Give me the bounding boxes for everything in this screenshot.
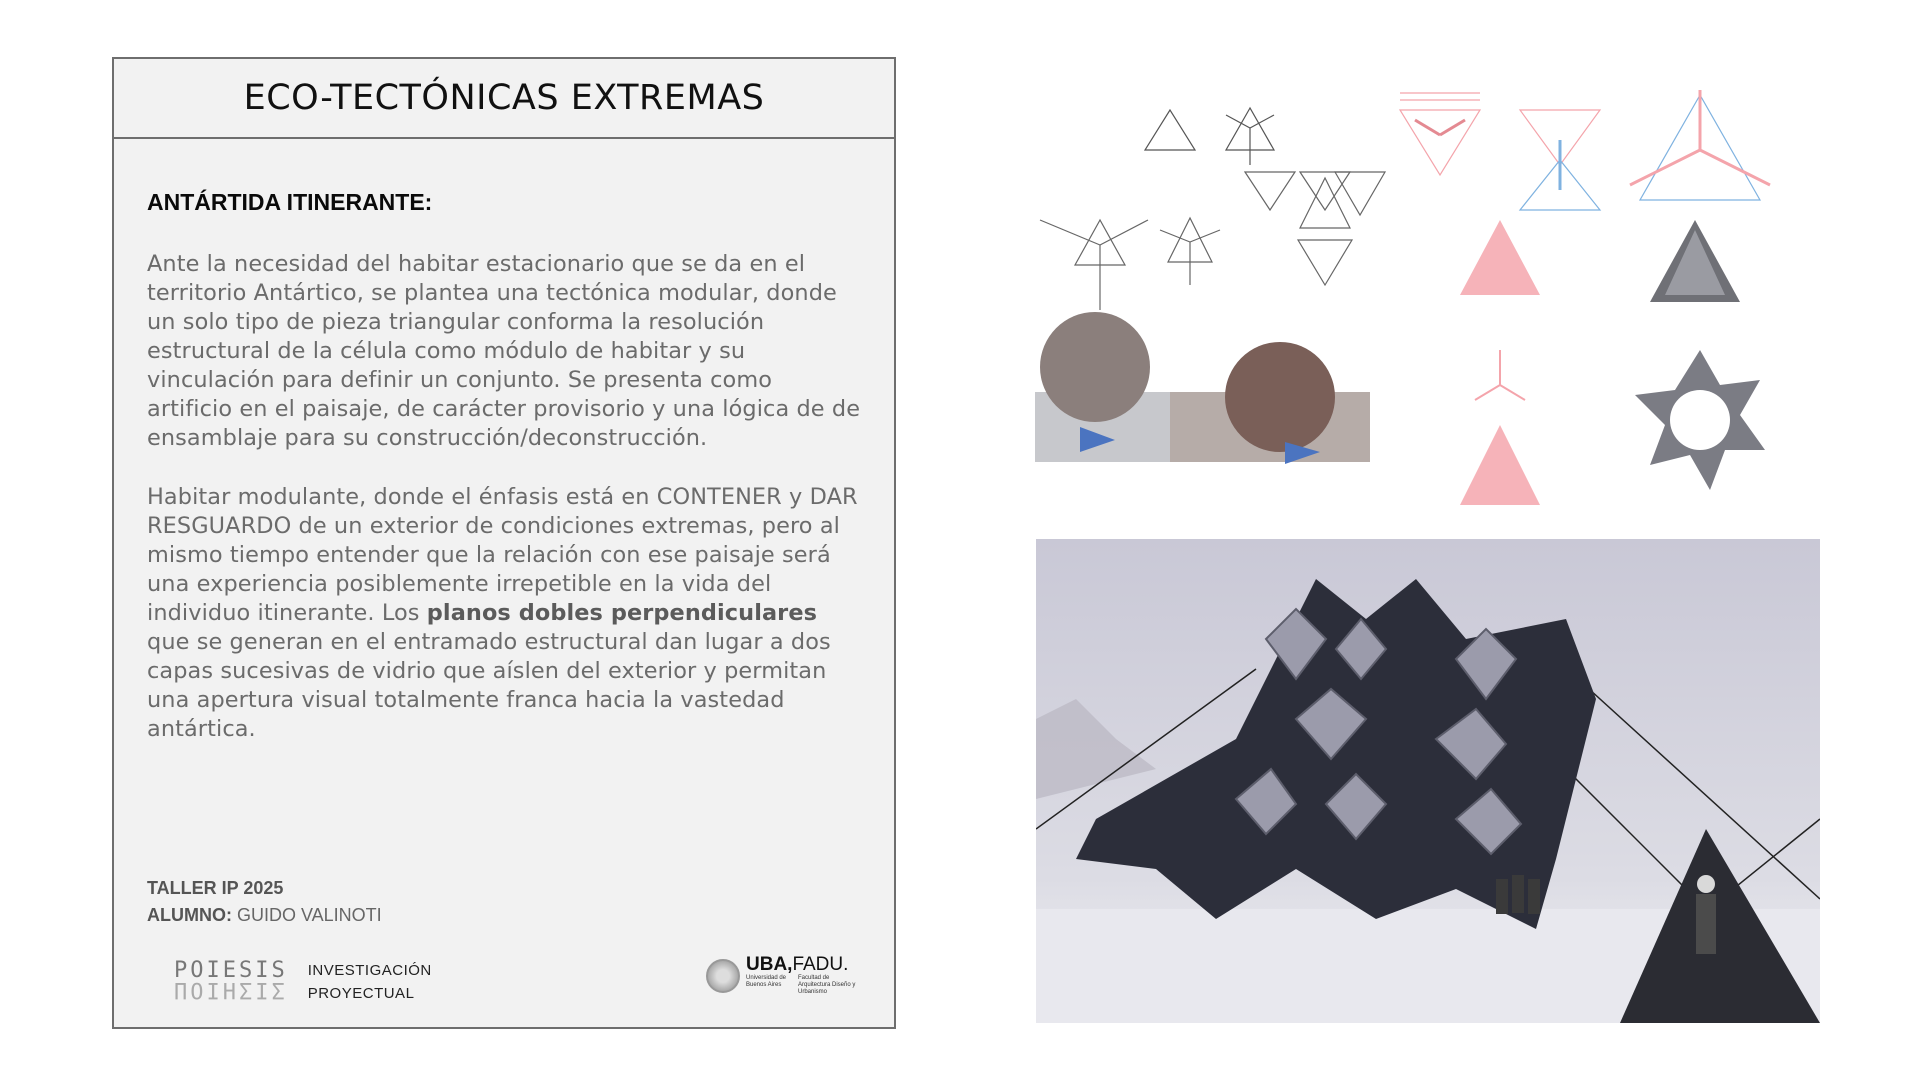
- project-card: [112, 57, 896, 1029]
- antarctic-render-image: [1036, 539, 1820, 1023]
- project-meta: [147, 875, 382, 929]
- paragraph-2-bold: planos dobles perpendiculares: [426, 600, 818, 626]
- pink-triangle-piece-icon: [1460, 220, 1540, 505]
- workshop-label: TALLER IP 2025: [147, 878, 284, 898]
- uba-fadu-logo: [706, 955, 862, 996]
- star-ring-module-icon: [1635, 350, 1765, 490]
- student-line: [147, 902, 382, 929]
- triangle-assembly-icon: [1040, 172, 1385, 310]
- poiesis-caption: INVESTIGACIÓN PROYECTUAL: [307, 962, 432, 1002]
- paragraph-2-text-b: que se generan en el entramado estructural dan lugar a dos capas sucesivas de vidrio que aíslen del exterior y permitan una apertura visual totalmente franca hacia la vastedad antártica.: [147, 629, 831, 742]
- page-title: ECO-TECTÓNICAS EXTREMAS: [243, 78, 765, 118]
- uba-subtext: Universidad de Buenos Aires Facultad de Arquitectura Diseño y Urbanismo: [746, 975, 856, 995]
- project-subtitle: ANTÁRTIDA ITINERANTE:: [147, 189, 433, 215]
- module-diagrams: [1030, 40, 1830, 520]
- card-header: [114, 59, 894, 139]
- paragraph-2-text-a: Habitar modulante, donde el énfasis está en CONTENER y DAR RESGUARDO de un exterior de condiciones extremas, pero al mismo tiempo entender que la relación con ese paisaje será una experiencia posiblemente irrepetible en la vida del individuo itinerante. Los: [147, 484, 858, 626]
- student-label: ALUMNO:: [147, 905, 232, 925]
- snow-base-render: [1035, 312, 1370, 464]
- poiesis-logo-block: [174, 959, 432, 1005]
- description-paragraph-2: [147, 483, 864, 744]
- uba-seal-icon: [706, 959, 740, 993]
- description-paragraph-1: Ante la necesidad del habitar estacionario que se da en el territorio Antártico, se plantea una tectónica modular, donde un solo tipo de pieza triangular conforma la resolución estructural de la célula como módulo de habitar y su vinculación para definir un conjunto. Se presenta como artificio en el paisaje, de carácter provisorio y una lógica de de ensamblaje para su construcción/deconstrucción.: [147, 251, 861, 451]
- triangle-outline-icon: [1145, 108, 1274, 165]
- uba-wordmark: UBA,FADU.: [746, 954, 849, 975]
- poiesis-logo: POIESIS ΠΟΙΗΣΙΣ: [174, 958, 288, 1005]
- student-name: GUIDO VALINOTI: [231, 905, 382, 925]
- workers: [1496, 875, 1540, 914]
- grey-triangle-piece-icon: [1650, 220, 1740, 302]
- pink-exploded-triangle-icon: [1400, 90, 1770, 210]
- card-body: [147, 189, 864, 744]
